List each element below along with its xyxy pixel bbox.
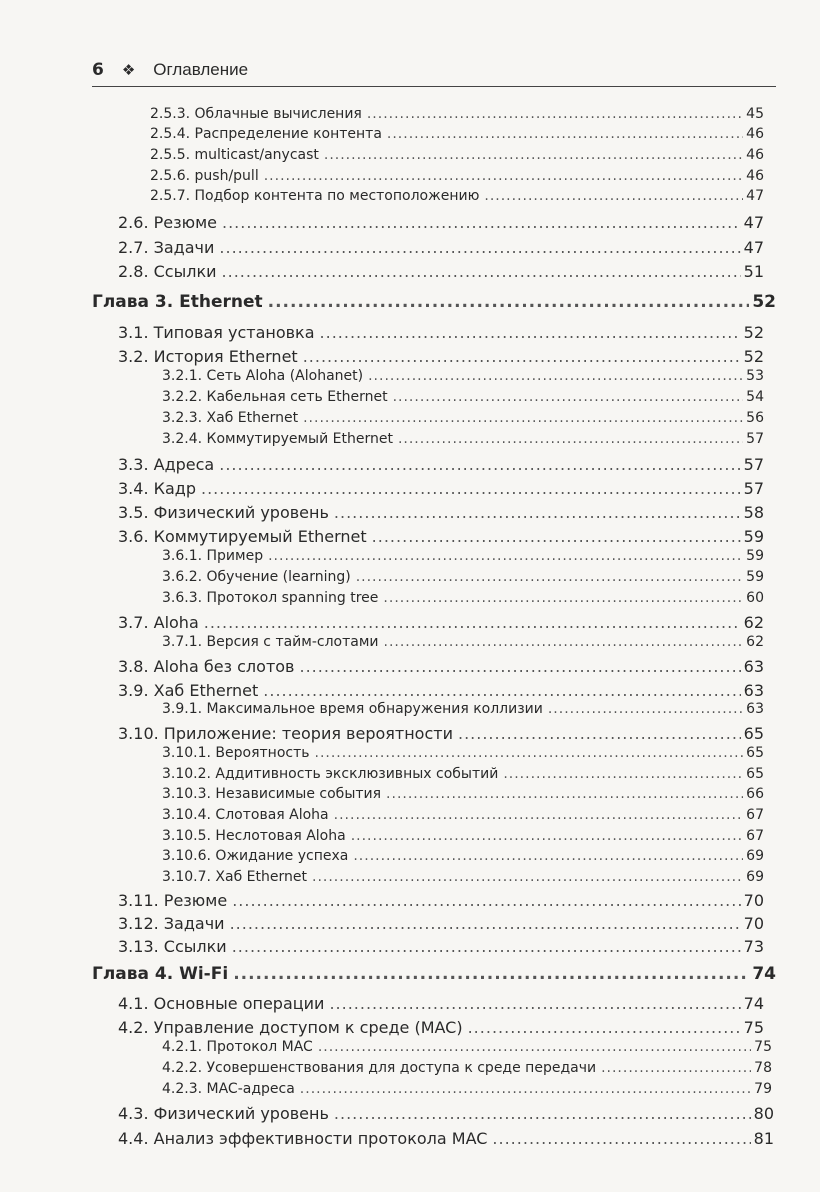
toc-entry-title: 2.5.5. multicast/anycast [150, 147, 319, 163]
toc-leader [303, 347, 741, 366]
toc-entry [118, 238, 764, 257]
toc-entry [162, 590, 764, 606]
toc-entry-page: 62 [743, 613, 764, 632]
toc-entry [162, 431, 764, 447]
toc-leader [230, 914, 741, 933]
toc-entry-page: 59 [746, 569, 764, 585]
toc-entry [118, 937, 764, 956]
toc-entry-title: 3.2.3. Хаб Ethernet [162, 410, 299, 426]
toc-entry-page: 57 [743, 479, 764, 498]
toc-entry-page: 65 [746, 766, 764, 782]
toc-entry-title: 3.10.3. Независимые события [162, 786, 382, 802]
toc-entry-title: Глава 3. Ethernet [92, 292, 263, 312]
toc-leader [233, 964, 749, 984]
toc-entry-page: 60 [746, 590, 764, 606]
toc-entry [162, 569, 764, 585]
toc-leader [458, 724, 741, 743]
toc-entry [162, 828, 764, 844]
toc-entry-page: 51 [743, 262, 764, 281]
toc-entry [162, 410, 764, 426]
toc-entry-title: 2.5.3. Облачные вычисления [150, 106, 362, 122]
toc-leader [315, 745, 744, 761]
toc-leader [334, 807, 743, 823]
toc-entry-page: 69 [746, 869, 764, 885]
toc-entry-page: 45 [746, 106, 764, 122]
toc-entry-title: 3.2.2. Кабельная сеть Ethernet [162, 389, 388, 405]
toc-entry-title: 3.2.1. Сеть Aloha (Alohanet) [162, 368, 364, 384]
toc-leader [367, 106, 743, 122]
toc-entry [162, 766, 764, 782]
toc-entry-title: 3.10. Приложение: теория вероятности [118, 724, 453, 743]
toc-entry-title: 3.4. Кадр [118, 479, 196, 498]
toc-entry [118, 503, 764, 522]
toc-entry-title: 3.6.2. Обучение (learning) [162, 569, 351, 585]
toc-leader [387, 126, 743, 142]
toc-leader [320, 323, 741, 342]
toc-entry-page: 67 [746, 828, 764, 844]
toc-entry [118, 914, 764, 933]
toc-leader [201, 479, 741, 498]
ornament-icon: ❖ [121, 61, 136, 79]
toc-leader [503, 766, 743, 782]
toc-leader [263, 681, 740, 700]
toc-entry-title: 2.7. Задачи [118, 238, 215, 257]
toc-entry [118, 1129, 774, 1148]
toc-leader [384, 634, 744, 650]
toc-entry-page: 74 [743, 994, 764, 1013]
toc-entry-page: 46 [746, 168, 764, 184]
toc-entry-title: 3.2. История Ethernet [118, 347, 298, 366]
toc-entry [118, 613, 764, 632]
toc-leader [312, 869, 743, 885]
toc-leader [383, 590, 743, 606]
toc-entry-page: 57 [743, 455, 764, 474]
toc-entry-title: 4.1. Основные операции [118, 994, 325, 1013]
toc-leader [351, 828, 743, 844]
toc-entry [118, 681, 764, 700]
toc-entry [118, 1104, 774, 1123]
toc-entry-page: 74 [752, 964, 776, 984]
toc-entry [162, 1060, 772, 1076]
toc-entry-page: 52 [752, 292, 776, 312]
toc-entry [162, 548, 764, 564]
toc-entry [162, 1039, 772, 1055]
running-title: Оглавление [153, 60, 249, 79]
toc-entry-page: 56 [746, 410, 764, 426]
toc-entry-title: 4.2. Управление доступом к среде (MAC) [118, 1018, 463, 1037]
toc-entry-title: 2.5.4. Распределение контента [150, 126, 382, 142]
toc-entry [150, 126, 764, 142]
toc-entry-title: 3.6. Коммутируемый Ethernet [118, 527, 367, 546]
toc-entry [118, 347, 764, 366]
toc-entry-page: 66 [746, 786, 764, 802]
toc-entry-title: 2.8. Ссылки [118, 262, 217, 281]
toc-entry [162, 745, 764, 761]
toc-entry [118, 479, 764, 498]
toc-entry [118, 323, 764, 342]
toc-entry-title: 3.9. Хаб Ethernet [118, 681, 259, 700]
toc-leader [219, 455, 740, 474]
toc-entry [118, 527, 764, 546]
toc-entry-page: 52 [743, 347, 764, 366]
page-number: 6 [92, 60, 104, 80]
toc-entry [118, 213, 764, 232]
toc-entry-page: 67 [746, 807, 764, 823]
toc-entry-page: 46 [746, 126, 764, 142]
toc-entry-title: 3.11. Резюме [118, 891, 228, 910]
toc-entry-title: Глава 4. Wi-Fi [92, 964, 229, 984]
toc-entry [118, 455, 764, 474]
toc-entry-page: 59 [746, 548, 764, 564]
toc-entry-title: 2.5.7. Подбор контента по местоположению [150, 188, 480, 204]
toc-entry-title: 3.10.6. Ожидание успеха [162, 848, 349, 864]
toc-entry-title: 4.2.1. Протокол MAC [162, 1039, 313, 1055]
toc-entry-title: 3.5. Физический уровень [118, 503, 329, 522]
toc-leader [300, 1081, 751, 1097]
toc-entry-title: 3.9.1. Максимальное время обнаружения коллизии [162, 701, 543, 717]
toc-entry-page: 73 [743, 937, 764, 956]
toc-chapter [92, 292, 776, 312]
toc-entry-page: 80 [753, 1104, 774, 1123]
toc-entry-title: 3.13. Ссылки [118, 937, 227, 956]
toc-entry-title: 2.5.6. push/pull [150, 168, 259, 184]
toc-entry-title: 3.7. Aloha [118, 613, 199, 632]
toc-leader [264, 168, 743, 184]
toc-entry-page: 63 [743, 681, 764, 700]
toc-entry-title: 2.6. Резюме [118, 213, 217, 232]
toc-entry [162, 701, 764, 717]
toc-leader [398, 431, 743, 447]
toc-leader [232, 937, 741, 956]
toc-entry-page: 70 [743, 914, 764, 933]
toc-entry-title: 3.3. Адреса [118, 455, 215, 474]
toc-entry-title: 3.10.7. Хаб Ethernet [162, 869, 307, 885]
toc-entry-title: 4.3. Физический уровень [118, 1104, 329, 1123]
toc-leader [393, 389, 743, 405]
toc-entry [162, 1081, 772, 1097]
toc-entry-page: 69 [746, 848, 764, 864]
toc-entry-title: 4.4. Анализ эффективности протокола MAC [118, 1129, 488, 1148]
toc-leader [386, 786, 743, 802]
toc-entry-title: 3.1. Типовая установка [118, 323, 315, 342]
toc-entry-page: 63 [743, 657, 764, 676]
toc-entry [150, 168, 764, 184]
toc-leader [268, 548, 743, 564]
toc-entry-page: 81 [753, 1129, 774, 1148]
toc-leader [222, 213, 741, 232]
toc-entry-page: 59 [743, 527, 764, 546]
toc-leader [268, 292, 750, 312]
toc-entry-page: 62 [746, 634, 764, 650]
toc-entry [118, 891, 764, 910]
toc-leader [353, 848, 743, 864]
toc-leader [372, 527, 741, 546]
toc-entry-page: 46 [746, 147, 764, 163]
toc-entry-page: 70 [743, 891, 764, 910]
toc-entry-page: 47 [743, 213, 764, 232]
toc-entry [162, 848, 764, 864]
toc-leader [492, 1129, 750, 1148]
toc-entry [162, 368, 764, 384]
toc-entry-title: 3.6.1. Пример [162, 548, 264, 564]
toc-leader [232, 891, 740, 910]
toc-entry-title: 4.2.3. MAC-адреса [162, 1081, 295, 1097]
toc-entry-page: 54 [746, 389, 764, 405]
toc-leader [324, 147, 743, 163]
toc-leader [299, 657, 740, 676]
toc-leader [222, 262, 741, 281]
running-header [92, 60, 776, 87]
toc-entry-title: 3.12. Задачи [118, 914, 225, 933]
toc-entry-title: 3.7.1. Версия с тайм-слотами [162, 634, 379, 650]
toc-entry-page: 75 [743, 1018, 764, 1037]
toc-entry [118, 724, 764, 743]
toc-entry [118, 1018, 764, 1037]
toc-entry [150, 188, 764, 204]
toc-entry-title: 4.2.2. Усовершенствования для доступа к среде передачи [162, 1060, 597, 1076]
toc-entry-title: 3.6.3. Протокол spanning tree [162, 590, 379, 606]
toc-entry-page: 75 [754, 1039, 772, 1055]
toc-entry-page: 78 [754, 1060, 772, 1076]
toc-leader [318, 1039, 751, 1055]
toc-entry [162, 786, 764, 802]
toc-entry-page: 79 [754, 1081, 772, 1097]
toc-leader [368, 368, 743, 384]
toc-leader [356, 569, 743, 585]
toc-entry-page: 47 [746, 188, 764, 204]
toc-entry-page: 63 [746, 701, 764, 717]
toc-entry-title: 3.8. Aloha без слотов [118, 657, 295, 676]
toc-entry-page: 57 [746, 431, 764, 447]
toc-entry-title: 3.10.1. Вероятность [162, 745, 310, 761]
toc-leader [204, 613, 741, 632]
toc-entry-title: 3.2.4. Коммутируемый Ethernet [162, 431, 393, 447]
toc-entry-page: 53 [746, 368, 764, 384]
toc-entry-page: 65 [743, 724, 764, 743]
toc-entry-page: 65 [746, 745, 764, 761]
toc-leader [468, 1018, 741, 1037]
toc-leader [484, 188, 743, 204]
toc-leader [601, 1060, 751, 1076]
toc-entry [150, 147, 764, 163]
toc-leader [548, 701, 743, 717]
toc-leader [303, 410, 743, 426]
toc-entry [162, 869, 764, 885]
toc-entry-page: 58 [743, 503, 764, 522]
toc-chapter [92, 964, 776, 984]
toc-entry-title: 3.10.5. Неслотовая Aloha [162, 828, 346, 844]
toc-entry [118, 262, 764, 281]
toc-entry [150, 106, 764, 122]
toc-entry [162, 389, 764, 405]
toc-leader [334, 503, 741, 522]
toc-leader [219, 238, 740, 257]
toc-entry-title: 3.10.4. Слотовая Aloha [162, 807, 329, 823]
toc-entry [118, 657, 764, 676]
toc-entry [162, 634, 764, 650]
toc-leader [329, 994, 740, 1013]
toc-entry [162, 807, 764, 823]
toc-entry-page: 47 [743, 238, 764, 257]
toc-entry-title: 3.10.2. Аддитивность эксклюзивных событий [162, 766, 499, 782]
toc-entry-page: 52 [743, 323, 764, 342]
toc-leader [334, 1104, 751, 1123]
toc-entry [118, 994, 764, 1013]
